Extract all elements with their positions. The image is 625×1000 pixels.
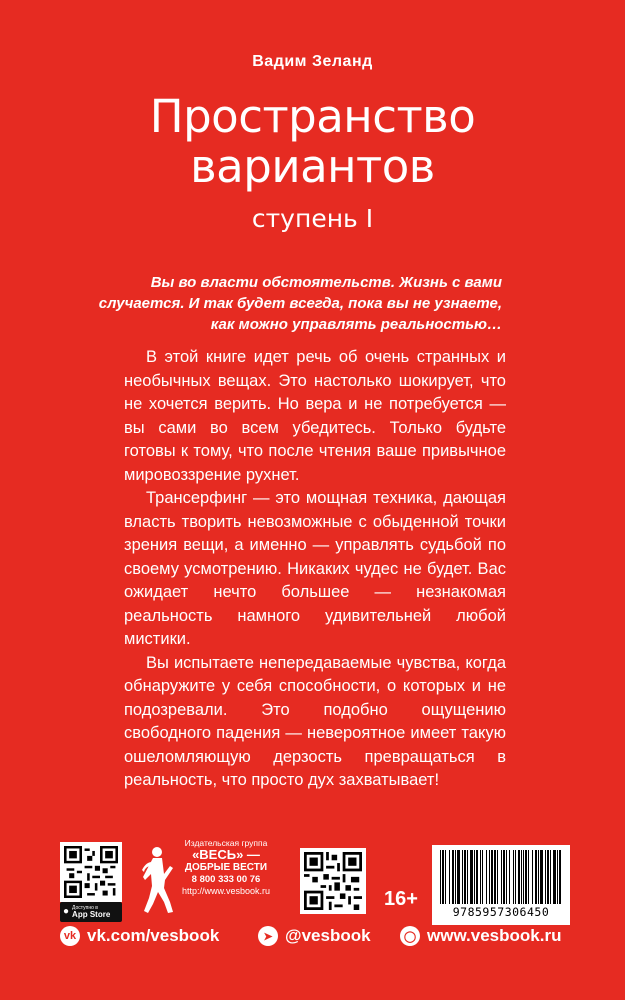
barcode-bar <box>449 850 450 904</box>
barcode-bar <box>442 850 444 904</box>
barcode-bar <box>523 850 524 904</box>
app-store-small: Доступно в <box>72 905 98 911</box>
blurb-paragraph: Вы испытаете непередаваемые чувства, когда обнаружите у себя способности, о которых и не подозревали. Это подобно ощущению свободного падения — невероятное имеет такую ошеломляющую дерзость превращаться в реальность, что просто дух захватывает! <box>124 653 506 789</box>
barcode-bar <box>535 850 537 904</box>
qr-code-site[interactable] <box>300 848 366 914</box>
barcode-bar <box>525 850 527 904</box>
book-subtitle: ступень I <box>251 204 374 233</box>
age-rating: 16+ <box>384 888 418 910</box>
telegram-icon: ➤ <box>258 926 278 946</box>
barcode-bar <box>464 850 466 904</box>
qr-code-icon <box>64 846 118 898</box>
barcode-bar <box>462 850 463 904</box>
author-name: Вадим Зеланд <box>252 53 373 70</box>
epigraph-line: как можно управлять реальностью… <box>210 316 502 333</box>
barcode-bar <box>482 850 483 904</box>
blurb-paragraph: Трансерфинг — это мощная техника, дающая власть творить невозможные с обыденной точки зрения вещи, а именно — управлять судьбой по своему усмотрению. Никаких чудес не будет. Вас ожидает нечто большее — незнакомая реальность намного удивительней любой мистики. <box>124 489 506 648</box>
barcode-bar <box>494 850 496 904</box>
barcode-bar <box>457 850 460 904</box>
barcode-bar <box>550 850 551 904</box>
social-vk-label: vk.com/vesbook <box>87 926 220 945</box>
barcode-bar <box>476 850 478 904</box>
barcode-bars <box>438 850 564 904</box>
blurb <box>124 346 506 793</box>
isbn-barcode <box>432 845 570 925</box>
barcode-bar <box>470 850 473 904</box>
epigraph-line: случается. И так будет всегда, пока вы не узнаете, <box>98 295 502 312</box>
social-vk[interactable] <box>60 923 219 949</box>
barcode-bar <box>486 850 487 904</box>
barcode-bar <box>474 850 475 904</box>
barcode-bar <box>506 850 507 904</box>
qr-code-icon <box>304 852 362 910</box>
barcode-bar <box>503 850 505 904</box>
barcode-bar <box>501 850 502 904</box>
title-line-1: Пространство <box>149 90 476 143</box>
epigraph-line: Вы во власти обстоятельств. Жизнь с вами <box>150 274 502 291</box>
app-store-text <box>72 905 110 919</box>
barcode-bar <box>480 850 481 904</box>
barcode-bar <box>497 850 498 904</box>
barcode-bar <box>532 850 533 904</box>
barcode-bar <box>452 850 454 904</box>
publisher-group: Издательская группа <box>184 838 268 848</box>
barcode-bar <box>467 850 468 904</box>
book-title <box>0 92 625 192</box>
publisher-phone: 8 800 333 00 76 <box>191 874 261 885</box>
social-web[interactable] <box>400 923 561 949</box>
title-line-2: вариантов <box>190 140 435 193</box>
barcode-bar <box>513 850 514 904</box>
barcode-bar <box>489 850 490 904</box>
barcode-bar <box>521 850 522 904</box>
barcode-bar <box>491 850 493 904</box>
vk-icon: vk <box>60 926 80 946</box>
barcode-bar <box>509 850 510 904</box>
app-store-big: App Store <box>72 910 111 919</box>
social-web-label: www.vesbook.ru <box>427 926 562 945</box>
barcode-bar <box>557 850 558 904</box>
barcode-bar <box>528 850 529 904</box>
epigraph <box>82 272 502 335</box>
publisher-url[interactable]: http://www.vesbook.ru <box>181 886 271 896</box>
footer-logos <box>0 838 625 923</box>
barcode-bar <box>518 850 520 904</box>
barcode-bar <box>440 850 441 904</box>
herald-figure-icon <box>140 840 178 915</box>
barcode-bar <box>547 850 549 904</box>
social-telegram[interactable] <box>258 923 371 949</box>
barcode-bar <box>559 850 561 904</box>
publisher-slogan: ДОБРЫЕ ВЕСТИ <box>184 862 268 873</box>
barcode-bar <box>540 850 543 904</box>
publisher-brand: «ВЕСЬ» — <box>192 847 260 862</box>
barcode-bar <box>538 850 539 904</box>
isbn-digits: 9785957306450 <box>452 905 550 919</box>
app-store-badge[interactable] <box>60 902 122 922</box>
barcode-bar <box>445 850 446 904</box>
publisher-logo <box>140 838 270 918</box>
apple-icon: ● <box>63 906 70 917</box>
globe-icon: ◯ <box>400 926 420 946</box>
barcode-bar <box>455 850 456 904</box>
barcode-bar <box>515 850 516 904</box>
social-telegram-label: @vesbook <box>285 926 371 945</box>
publisher-text <box>176 838 276 897</box>
barcode-bar <box>545 850 546 904</box>
barcode-bar <box>553 850 556 904</box>
qr-code-app[interactable] <box>60 842 122 902</box>
blurb-paragraph: В этой книге идет речь об очень странных и необычных вещах. Это настолько шокирует, что не хочется верить. Но вера и не потребуется — вы сами во всем убедитесь. Только будьте готовы к тому, что после чтения ваше привычное мировоззрение рухнет. <box>124 348 506 484</box>
